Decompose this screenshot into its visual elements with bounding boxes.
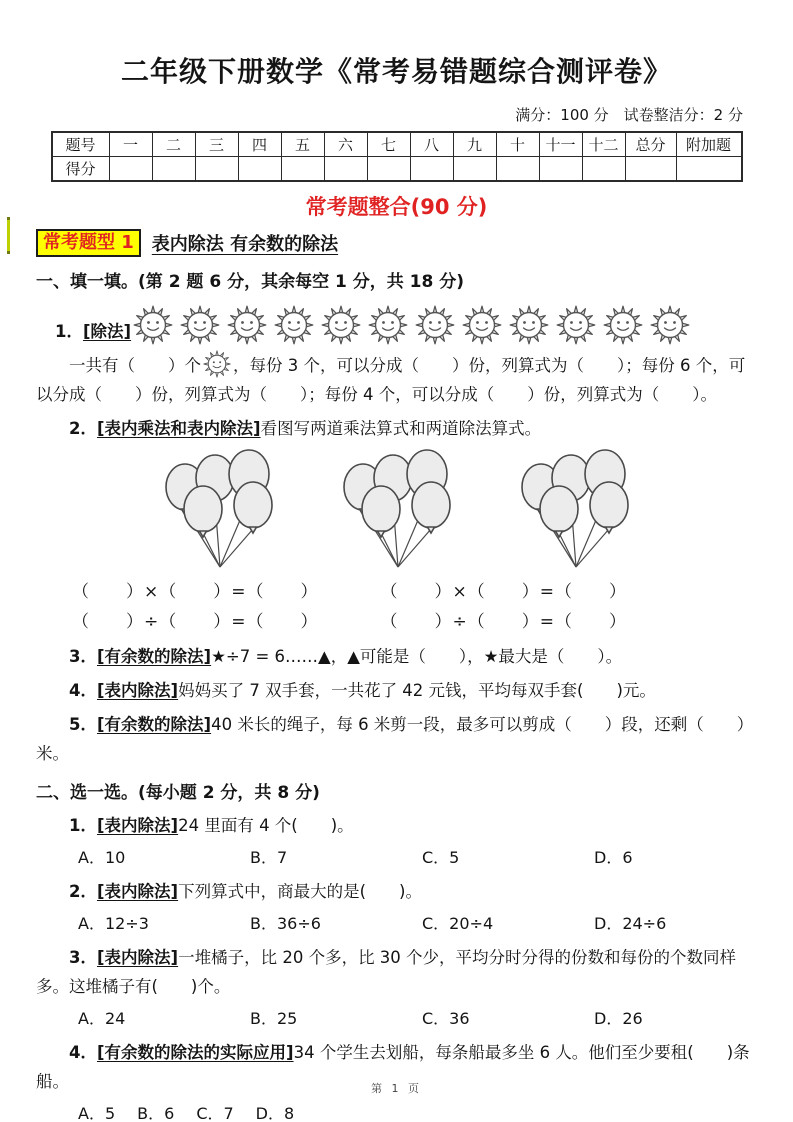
- option-b: B．36÷6: [250, 914, 321, 933]
- score-table-score-row: [52, 157, 742, 182]
- sun-icon: [274, 305, 314, 345]
- question-5: [36, 710, 757, 768]
- sun-icon: [203, 350, 231, 378]
- score-table-col: 十二: [582, 132, 625, 157]
- question-number: 5．: [69, 715, 97, 734]
- blank-equation: （ ）÷（ ）=（ ）: [380, 612, 627, 632]
- page-title: 二年级下册数学《常考易错题综合测评卷》: [120, 55, 672, 88]
- score-table-col: 十一: [539, 132, 582, 157]
- score-table-header-row: [52, 132, 742, 157]
- score-cell: [676, 157, 742, 182]
- score-cell: [152, 157, 195, 182]
- multiplication-row: [72, 577, 793, 607]
- question-tag: [表内除法]: [96, 948, 179, 967]
- question-text: ，每份 3 个，可以分成（ ）份，列算式为（ ）；每份 6 个，可以分成（ ）份，列算式为（ ）；每份 4 个，可以分成（ ）份，列算式为（ ）。: [36, 356, 746, 404]
- choice-question-2: [36, 877, 757, 906]
- score-cell: [625, 157, 676, 182]
- score-table-col-bonus: 附加题: [676, 132, 742, 157]
- question-text: 下列算式中，商最大的是( )。: [178, 882, 422, 901]
- sun-icon: [509, 305, 549, 345]
- question-1-row: [55, 305, 793, 345]
- score-cell: [281, 157, 324, 182]
- score-cell: [410, 157, 453, 182]
- division-row: [72, 607, 793, 637]
- sun-icon: [603, 305, 643, 345]
- question-number: 4．: [69, 681, 97, 700]
- topic-badge: 常考题型 1: [36, 229, 141, 257]
- question-number: 1．: [69, 816, 97, 835]
- question-number: 2．: [69, 882, 97, 901]
- choice-question-3: [36, 943, 757, 1001]
- question-tag: [有余数的除法的实际应用]: [96, 1043, 294, 1062]
- score-table-col: 二: [152, 132, 195, 157]
- question-text: 40 米长的绳子，每 6 米剪一段，最多可以剪成（ ）段，还剩（ ）米。: [36, 715, 754, 763]
- balloon-bunch: [144, 445, 294, 573]
- options-row: [78, 1099, 757, 1122]
- question-tag: [表内除法]: [96, 681, 179, 700]
- option-c: C．5: [422, 848, 460, 867]
- score-row-label: 得分: [52, 157, 110, 182]
- question-number: 4．: [69, 1043, 97, 1062]
- choice-question-1: [36, 811, 757, 840]
- question-number: 1．: [55, 322, 83, 341]
- score-cell: [238, 157, 281, 182]
- score-table-col: 八: [410, 132, 453, 157]
- options-row: [78, 843, 757, 872]
- score-table: [51, 131, 743, 182]
- score-cell: [496, 157, 539, 182]
- score-table-col: 九: [453, 132, 496, 157]
- options-row: [78, 909, 757, 938]
- question-tag: [表内除法]: [96, 882, 179, 901]
- score-cell: [324, 157, 367, 182]
- score-cell: [109, 157, 152, 182]
- sun-icon: [462, 305, 502, 345]
- question-tag: [有余数的除法]: [96, 715, 212, 734]
- sun-icon: [415, 305, 455, 345]
- score-table-col-total: 总分: [625, 132, 676, 157]
- question-1-text: [36, 350, 757, 409]
- option-a: A．10: [78, 848, 126, 867]
- topic-title: 表内除法 有余数的除法: [151, 234, 339, 255]
- sun-row: [133, 305, 690, 345]
- option-a: A．12÷3: [78, 914, 149, 933]
- score-table-col: 四: [238, 132, 281, 157]
- equation-blanks: [72, 577, 793, 637]
- score-table-col: 五: [281, 132, 324, 157]
- option-d: D．26: [594, 1009, 643, 1028]
- question-tag: [表内乘法和表内除法]: [96, 419, 261, 438]
- question-tag: [表内除法]: [96, 816, 179, 835]
- option-d: D．8: [255, 1104, 295, 1122]
- options-row: [78, 1004, 757, 1033]
- option-b: B．7: [250, 848, 288, 867]
- sun-icon: [556, 305, 596, 345]
- sun-icon: [133, 305, 173, 345]
- question-text: ★÷7 = 6……▲，▲可能是（ ），★最大是（ ）。: [211, 647, 623, 666]
- option-c: C．36: [422, 1009, 470, 1028]
- question-number: 3．: [69, 948, 97, 967]
- option-d: D．6: [594, 848, 633, 867]
- score-table-col: 七: [367, 132, 410, 157]
- question-3: [36, 642, 757, 671]
- score-table-col: 三: [195, 132, 238, 157]
- option-c: C．20÷4: [422, 914, 494, 933]
- score-cell: [367, 157, 410, 182]
- score-table-col: 十: [496, 132, 539, 157]
- question-tag: [除法]: [82, 322, 132, 341]
- page-number: 第 1 页: [371, 1082, 422, 1095]
- blank-equation: （ ）×（ ）=（ ）: [72, 582, 319, 602]
- sun-icon: [650, 305, 690, 345]
- sun-icon: [321, 305, 361, 345]
- option-a: A．5: [78, 1104, 116, 1122]
- option-b: B．6: [137, 1104, 175, 1122]
- question-2: [36, 414, 757, 443]
- score-cell: [582, 157, 625, 182]
- score-table-col: 六: [324, 132, 367, 157]
- question-number: 2．: [69, 419, 97, 438]
- topic-row: [36, 229, 793, 257]
- question-text: 看图写两道乘法算式和两道除法算式。: [260, 419, 542, 438]
- question-text: 一共有（ ）个: [69, 356, 201, 375]
- question-number: 3．: [69, 647, 97, 666]
- option-c: C．7: [196, 1104, 234, 1122]
- question-4: [36, 676, 757, 705]
- scan-artifact-bar: [7, 217, 10, 254]
- option-a: A．24: [78, 1009, 126, 1028]
- question-text: 妈妈买了 7 双手套，一共花了 42 元钱，平均每双手套( )元。: [178, 681, 656, 700]
- question-text: 34 个学生去划船，每条船最多坐 6 人。他们至少要租( )条船。: [36, 1043, 750, 1091]
- blank-equation: （ ）÷（ ）=（ ）: [72, 612, 319, 632]
- score-cell: [539, 157, 582, 182]
- section-main-heading: 常考题整合(90 分): [305, 195, 488, 219]
- sun-icon: [180, 305, 220, 345]
- option-d: D．24÷6: [594, 914, 667, 933]
- question-text: 24 里面有 4 个( )。: [178, 816, 354, 835]
- score-note: 满分：100 分 试卷整洁分：2 分: [515, 106, 743, 124]
- question-tag: [有余数的除法]: [96, 647, 212, 666]
- score-table-corner: 题号: [52, 132, 110, 157]
- score-table-col: 一: [109, 132, 152, 157]
- balloon-figure: [0, 445, 793, 573]
- option-b: B．25: [250, 1009, 298, 1028]
- part2-heading: 二、选一选。(每小题 2 分，共 8 分): [36, 783, 320, 803]
- sun-icon: [368, 305, 408, 345]
- inline-sun-slot: [201, 356, 233, 375]
- balloon-bunch: [322, 445, 472, 573]
- balloon-bunch: [500, 445, 650, 573]
- question-text: 一堆橘子，比 20 个多，比 30 个少，平均分时分得的份数和每份的个数同样多。这堆橘子有( )个。: [36, 948, 737, 996]
- part1-heading: 一、填一填。(第 2 题 6 分，其余每空 1 分，共 18 分): [36, 272, 465, 292]
- score-cell: [195, 157, 238, 182]
- blank-equation: （ ）×（ ）=（ ）: [380, 582, 627, 602]
- question-label: [55, 319, 131, 345]
- score-cell: [453, 157, 496, 182]
- sun-icon: [227, 305, 267, 345]
